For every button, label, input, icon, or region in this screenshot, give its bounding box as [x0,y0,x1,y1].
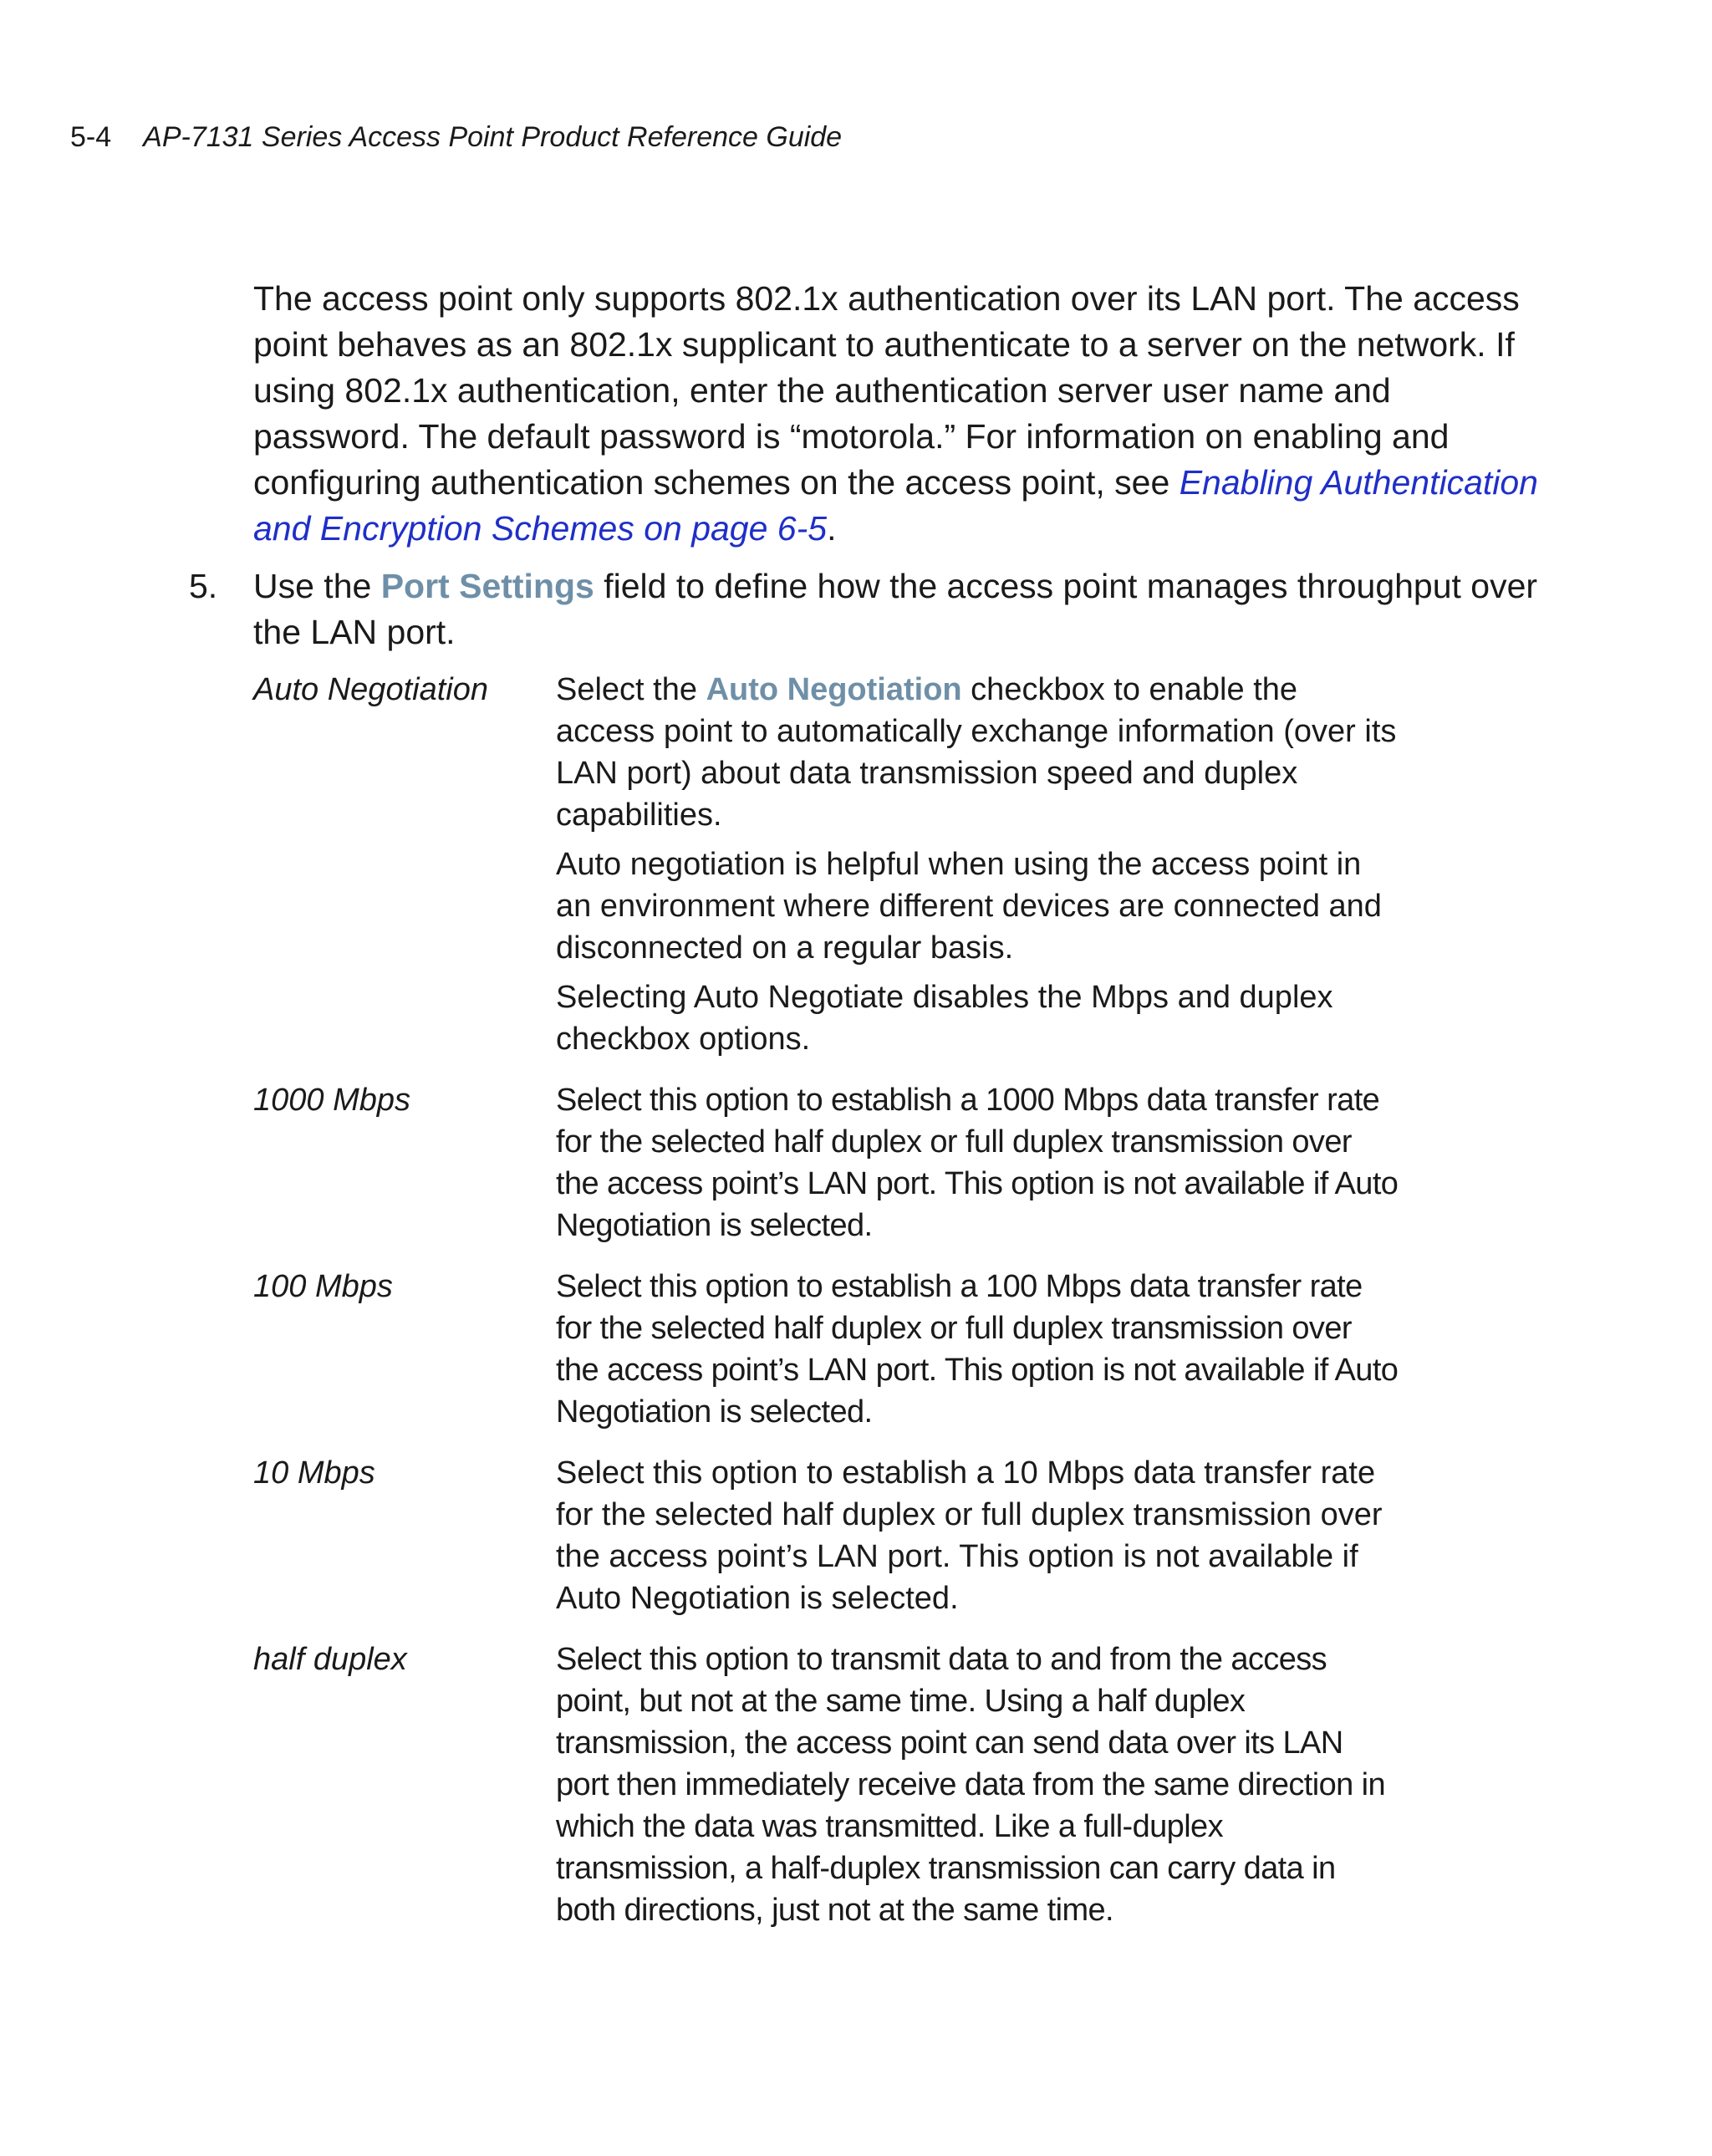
running-title: AP-7131 Series Access Point Product Reference Guide [143,121,843,153]
definition-term: 10 Mbps [253,1455,375,1491]
definition-paragraph: Select this option to establish a 10 Mbps data transfer rate for the selected half duplex or full duplex transmission over the access point’s LAN port. This option is not available if Auto Negotiation is selected. [556,1455,1383,1616]
page-number: 5-4 [70,121,112,153]
definition-row-half-duplex [253,1639,1440,1931]
definition-paragraph: Auto negotiation is helpful when using the access point in an environment where different devices are connected and disconnected on a regular basis. [556,847,1382,966]
intro-paragraph [253,276,1545,552]
step-text [253,563,1545,655]
paragraph-text: checkbox to enable the access point to automatically exchange information (over its LAN port) about data transmission speed and duplex capabilities. [556,672,1397,833]
definition-term: half duplex [253,1642,407,1677]
step-number: 5. [189,567,218,605]
paragraph-text: Select the [556,672,706,707]
step-text-after: field to define how the access point manages throughput over the LAN port. [253,567,1538,651]
definition-description [556,1639,1400,1931]
definition-row-100-mbps [253,1266,1440,1433]
definition-paragraph [556,669,1400,836]
definition-term: Auto Negotiation [253,672,488,707]
definition-term: 100 Mbps [253,1269,393,1304]
cross-reference-link[interactable]: Enabling Authentication and Encryption Schemes on page 6-5 [253,463,1538,548]
intro-text-end: . [827,509,837,548]
definition-description [556,1079,1400,1246]
definition-row-1000-mbps [253,1079,1440,1246]
definition-list [253,669,1440,1950]
definition-paragraph: Selecting Auto Negotiate disables the Mbps and duplex checkbox options. [556,980,1333,1057]
definition-description [556,1266,1400,1433]
definition-paragraph: Select this option to establish a 1000 Mbps data transfer rate for the selected half duplex or full duplex transmission over the access point’s LAN port. This option is not available if Auto Negotiation is selected. [556,1083,1399,1243]
port-settings-field-name: Port Settings [380,567,594,605]
step-5 [189,563,1545,655]
auto-negotiation-field-name: Auto Negotiation [706,672,962,707]
step-text-before: Use the [253,567,381,605]
definition-description [556,669,1400,1060]
definition-paragraph: Select this option to transmit data to and from the access point, but not at the same time. Using a half duplex transmission, the access point can send data over its LAN port then immediately receive data from the same direction in which the data was transmitted. Like a full-duplex transmission, a half-duplex transmission can carry data in both directions, just not at the same time. [556,1642,1385,1928]
page-header [70,117,842,157]
definition-term: 1000 Mbps [253,1083,411,1118]
definition-row-auto-negotiation [253,669,1440,1060]
definition-paragraph: Select this option to establish a 100 Mbps data transfer rate for the selected half duplex or full duplex transmission over the access point’s LAN port. This option is not available if Auto Negotiation is selected. [556,1269,1399,1430]
definition-description [556,1452,1400,1619]
intro-text: The access point only supports 802.1x authentication over its LAN port. The access point behaves as an 802.1x supplicant to authenticate to a server on the network. If using 802.1x authentication, enter the authentication server user name and password. The default password is “motorola.” For information on enabling and configuring authentication schemes on the access point, see [253,279,1520,502]
definition-row-10-mbps [253,1452,1440,1619]
